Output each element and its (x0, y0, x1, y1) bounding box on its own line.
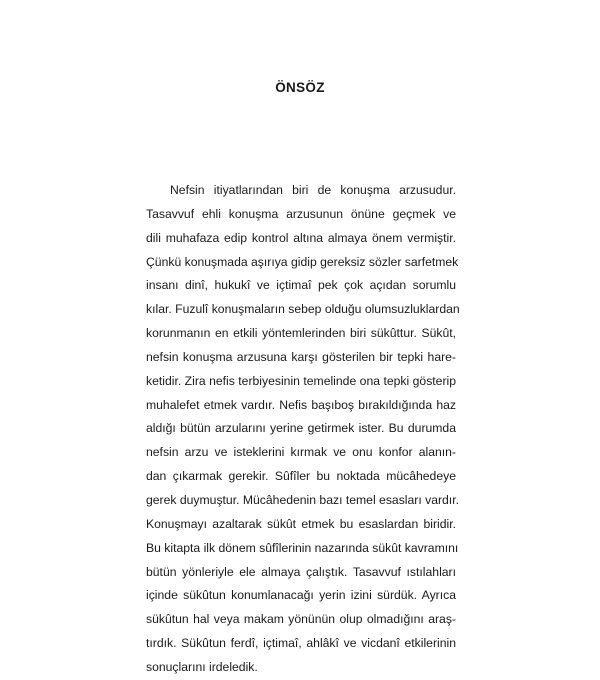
paragraph-line: tırdık. Sükûtun ferdî, içtimaî, ahlâkî ve vicdanî etkilerinin (146, 636, 456, 651)
paragraph-line: sonuçlarını irdeledik. (146, 659, 258, 674)
paragraph-line: nefsin konuşma arzusuna karşı gösterilen bir tepki hare- (146, 349, 456, 364)
paragraph-line: Tasavvuf ehli konuşma arzusunun önüne geçmek ve (146, 206, 456, 221)
paragraph-line: muhalefet etmek vardır. Nefis başıboş bırakıldığında haz (146, 397, 456, 412)
paragraph-line: kılar. Fuzulî konuşmaların sebep olduğu olumsuzluklardan (146, 302, 460, 317)
paragraph-line: gerek duymuştur. Mücâhedenin bazı temel esasları vardır. (146, 492, 459, 507)
paragraph-line: dili muhafaza edip kontrol altına almaya önem vermiştir. (146, 230, 456, 245)
paragraph-line: nefsin arzu ve isteklerini kırmak ve onu konfor alanın- (146, 445, 456, 460)
paragraph-line: Nefsin itiyatlarından biri de konuşma arzusudur. (170, 183, 456, 197)
paragraph-line: Bu kitapta ilk dönem sûfîlerinin nazarında sükût kavramını (146, 540, 459, 555)
paragraph-line: aldığı bütün arzularını yerine getirmek ister. Bu durumda (146, 421, 456, 436)
preface-paragraph (146, 179, 460, 680)
paragraph-line: Konuşmayı azaltarak sükût etmek bu esaslardan biridir. (146, 516, 456, 531)
paragraph-line: içinde sükûtun konumlanacağı yerin izini sürdük. Ayrıca (146, 588, 456, 603)
paragraph-line: Çünkü konuşmada aşırıya gidip gereksiz sözler sarfetmek (146, 254, 459, 269)
paragraph-line: insanı dinî, hukukî ve içtimaî pek çok açıdan sorumlu (146, 278, 456, 293)
paragraph-line: dan çıkarmak gerekir. Sûfîler bu noktada mücâhedeye (146, 469, 456, 484)
paragraph-line: sükûtun hal veya makam yönünün olup olmadığını araş- (146, 612, 456, 627)
paragraph-line: ketidir. Zira nefis terbiyesinin temelinde ona tepki gösterip (146, 373, 456, 388)
page-title: ÖNSÖZ (275, 80, 325, 95)
paragraph-line: bütün yönleriyle ele almaya çalıştık. Tasavvuf ıstılahları (146, 564, 456, 579)
paragraph-line: korunmanın en etkili yöntemlerinden biri sükûttur. Sükût, (146, 326, 456, 341)
